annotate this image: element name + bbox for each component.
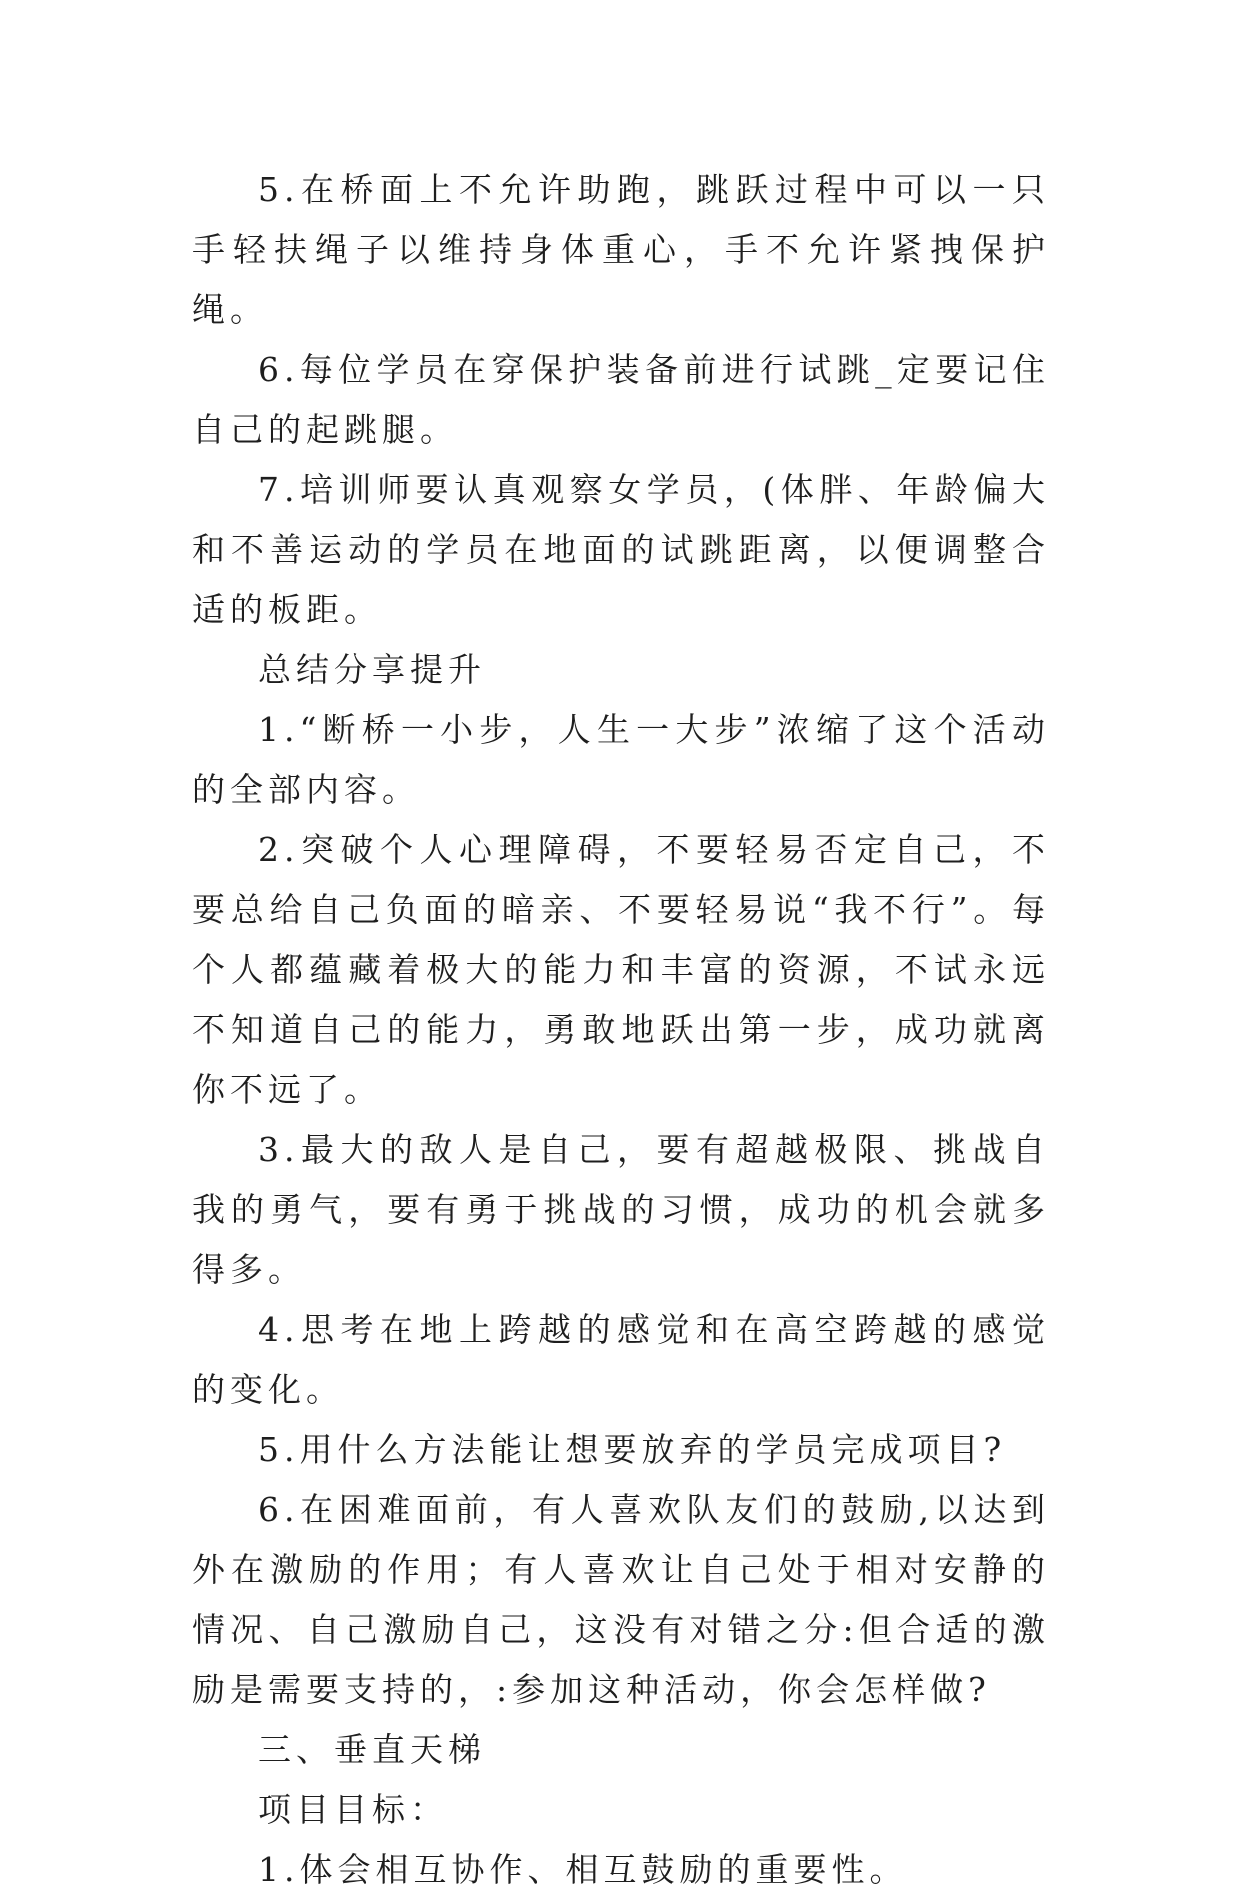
- paragraph-summary-3: 3.最大的敌人是自己，要有超越极限、挑战自我的勇气，要有勇于挑战的习惯，成功的机会就多得多。: [192, 1130, 1050, 1289]
- document-body: [192, 160, 1050, 1900]
- paragraph-rule-7: 7.培训师要认真观察女学员，(体胖、年龄偏大和不善运动的学员在地面的试跳距离，以便调整合适的板距。: [192, 470, 1050, 629]
- section-heading-vertical-ladder: 三、垂直天梯: [258, 1730, 486, 1769]
- paragraph-goal-1: 1.体会相互协作、相互鼓励的重要性。: [258, 1850, 908, 1889]
- paragraph-summary-2: 2.突破个人心理障碍，不要轻易否定自己，不要总给自己负面的暗亲、不要轻易说“我不行”。每个人都蕴藏着极大的能力和丰富的资源，不试永远不知道自己的能力，勇敢地跃出第一步，成功就离你不远了。: [192, 830, 1050, 1109]
- paragraph-rule-6: 6.每位学员在穿保护装备前进行试跳_定要记住自己的起跳腿。: [192, 350, 1050, 449]
- paragraph-summary-1: 1.“断桥一小步，人生一大步”浓缩了这个活动的全部内容。: [192, 710, 1050, 809]
- section-heading-summary: 总结分享提升: [258, 650, 486, 689]
- paragraph-summary-4: 4.思考在地上跨越的感觉和在高空跨越的感觉的变化。: [192, 1310, 1050, 1409]
- paragraph-summary-5: 5.用什么方法能让想要放弃的学员完成项目?: [258, 1430, 1007, 1469]
- subheading-project-goals: 项目目标：: [258, 1790, 448, 1829]
- paragraph-summary-6: 6.在困难面前，有人喜欢队友们的鼓励,以达到外在激励的作用；有人喜欢让自己处于相对安静的情况、自己激励自己，这没有对错之分:但合适的激励是需要支持的，:参加这种活动，你会怎样做?: [192, 1490, 1050, 1709]
- paragraph-rule-5: 5.在桥面上不允许助跑，跳跃过程中可以一只手轻扶绳子以维持身体重心，手不允许紧拽保护绳。: [192, 170, 1050, 329]
